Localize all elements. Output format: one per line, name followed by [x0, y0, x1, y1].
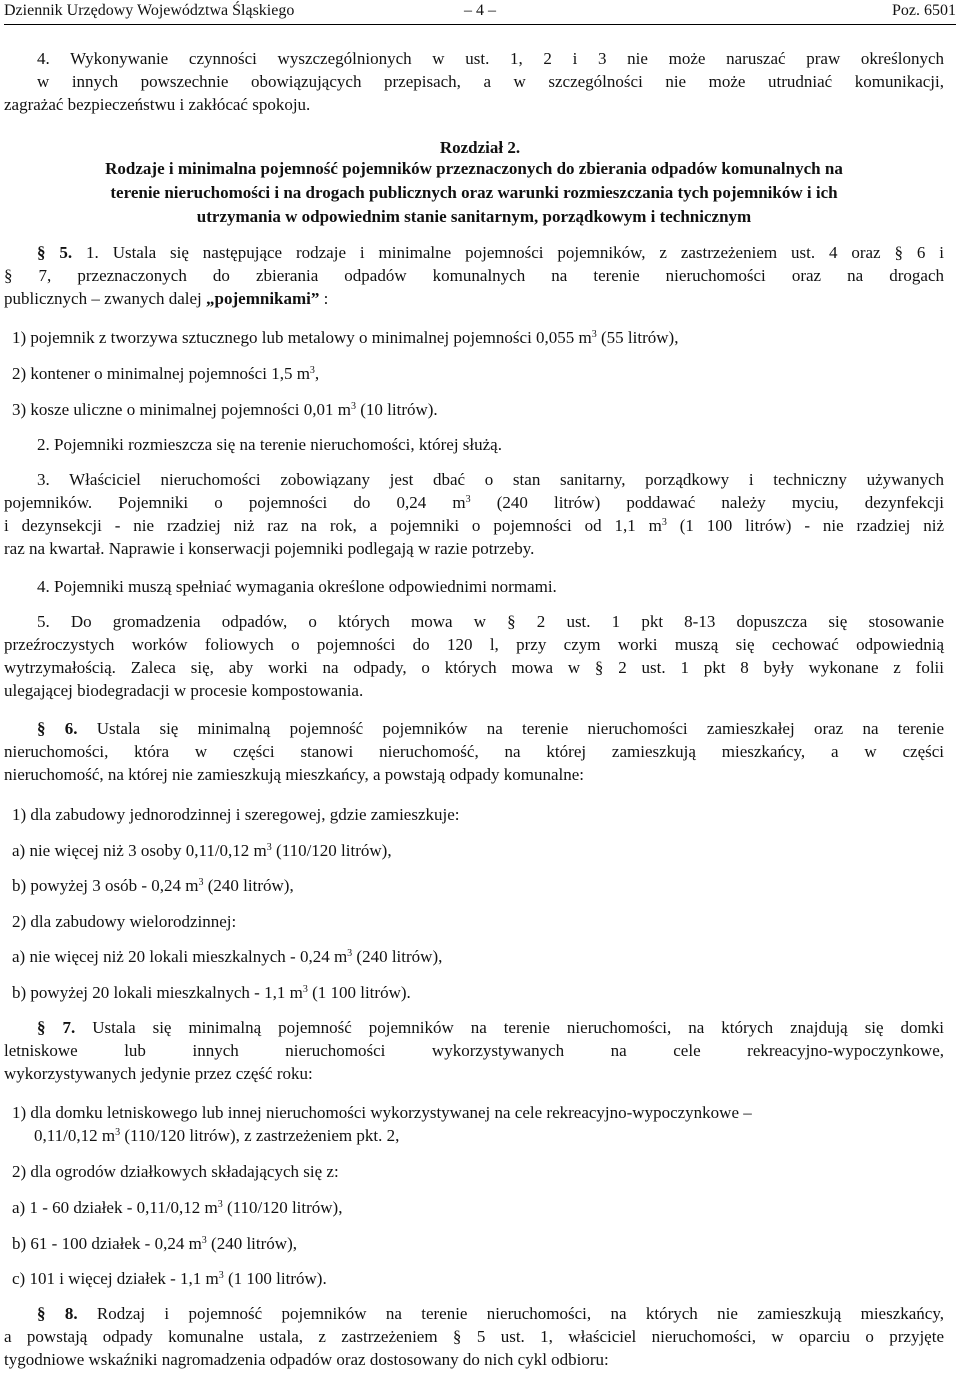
- page-header: [4, 2, 956, 25]
- list-item: b) 61 - 100 działek - 0,24 $m^3$ (240 litrów),: [12, 1234, 297, 1253]
- section-number: § 8.: [37, 1304, 78, 1323]
- paragraph-intro: 4. Wykonywanie czynności wyszczególnionych w ust. 1, 2 i 3 nie może naruszać praw określonych w innych powszechnie obowiązujących przepisach, a w szczególności nie może utrudniać komunikacji, zagrażać bezpieczeństwu i zakłócać spokoju.: [4, 49, 944, 114]
- page-number: – 4 –: [464, 2, 496, 19]
- section-number: § 6.: [37, 719, 78, 738]
- paragraph-s5-u4: 4. Pojemniki muszą spełniać wymagania określone odpowiednimi normami.: [37, 577, 557, 596]
- list-item: b) powyżej 3 osób - 0,24 $m^3$ (240 litrów),: [12, 876, 294, 895]
- list-item: b) powyżej 20 lokali mieszkalnych - 1,1 $m^3$ (1 100 litrów).: [12, 983, 411, 1002]
- chapter-label: Rozdział 2.: [439, 138, 521, 157]
- section-number: § 7.: [37, 1018, 76, 1037]
- list-item: 1) dla zabudowy jednorodzinnej i szeregowej, gdzie zamieszkuje:: [12, 805, 460, 824]
- paragraph-s5-u5: 5. Do gromadzenia odpadów, o których mowa w § 2 ust. 1 pkt 8-13 dopuszcza się stosowanie przeźroczystych worków foliowych o pojemności do 120 l, przy czym worki muszą się cechować odpowiednią wytrzymałością. Zaleca się, aby worki na odpady, o których mowa w § 2 ust. 1 pkt 8 były wykonane z folii ulegającej biodegradacji w procesie kompostowania.: [4, 612, 944, 700]
- list-item: 2) dla zabudowy wielorodzinnej:: [12, 912, 237, 931]
- journal-title: Dziennik Urzędowy Województwa Śląskiego: [4, 2, 295, 19]
- list-item: 1) dla domku letniskowego lub innej nieruchomości wykorzystywanej na cele rekreacyjno-wypoczynkowe – 0,11/0,12 $m^3$ (110/120 litrów), z zastrzeżeniem pkt. 2,: [12, 1103, 752, 1145]
- paragraph-s6: § 6. Ustala się minimalną pojemność pojemników na terenie nieruchomości zamieszkałej oraz na terenie nieruchomości, która w części stanowi nieruchomość, na której zamieszkują mieszkańcy, a w części nieruchomość, na której nie zamieszkują mieszkańcy, a powstają odpady komunalne:: [4, 719, 945, 784]
- list-item: a) 1 - 60 działek - 0,11/0,12 $m^3$ (110/120 litrów),: [12, 1198, 343, 1217]
- paragraph-s7: § 7. Ustala się minimalną pojemność pojemników na terenie nieruchomości, na których znajdują się domki letniskowe lub innych nieruchomości wykorzystywanych na cele rekreacyjno-wypoczynkowe, wykorzystywanych jedynie przez część roku:: [4, 1018, 944, 1083]
- paragraph-s8: § 8. Rodzaj i pojemność pojemników na terenie nieruchomości, na których nie zamieszkują mieszkańcy, a powstają odpady komunalne ustala, z zastrzeżeniem § 5 ust. 1, właściciel nieruchomości, w oparciu o przyjęte tygodniowe wskaźniki nagromadzenia odpadów oraz dostosowany do nich cykl odbioru:: [4, 1304, 944, 1369]
- list-item: a) nie więcej niż 20 lokali mieszkalnych - 0,24 $m^3$ (240 litrów),: [12, 947, 443, 966]
- list-item: c) 101 i więcej działek - 1,1 $m^3$ (1 100 litrów).: [12, 1269, 327, 1288]
- section-number: § 5.: [37, 243, 73, 262]
- chapter-title: Rodzaje i minimalna pojemność pojemników przeznaczonych do zbierania odpadów komunalnych na terenie nieruchomości i na drogach publicznych oraz warunki rozmieszczania tych pojemników i ich utrzymania w odpowiednim stanie sanitarnym, porządkowym i technicznym: [105, 159, 843, 226]
- list-item: a) nie więcej niż 3 osoby 0,11/0,12 $m^3$ (110/120 litrów),: [12, 841, 392, 860]
- list-item: 3) kosze uliczne o minimalnej pojemności 0,01 $m^3$ (10 litrów).: [12, 400, 438, 419]
- list-item: 1) pojemnik z tworzywa sztucznego lub metalowy o minimalnej pojemności 0,055 $m^3$ (55 litrów),: [12, 328, 679, 347]
- paragraph-s5-u1: § 5. 1. Ustala się następujące rodzaje i minimalne pojemności pojemników, z zastrzeżeniem ust. 4 oraz § 6 i § 7, przeznaczonych do zbierania odpadów komunalnych na terenie nieruchomości oraz na drogach publicznych – zwanych dalej „pojemnikami” :: [4, 243, 945, 308]
- paragraph-s5-u3: 3. Właściciel nieruchomości zobowiązany jest dbać o stan sanitarny, porządkowy i techniczny używanych pojemników. Pojemniki o pojemności do 0,24 $m^3$ (240 litrów) poddawać należy myciu, dezynfekcji i dezynsekcji - nie rzadziej niż raz na rok, a pojemniki o pojemności od 1,1 $m^3$ (1 100 litrów) - nie rzadziej niż raz na kwartał. Naprawie i konserwacji pojemniki podlegają w razie potrzeby.: [4, 470, 944, 558]
- list-item: 2) dla ogrodów działkowych składających się z:: [12, 1162, 339, 1181]
- position-number: Poz. 6501: [892, 2, 956, 19]
- list-item: 2) kontener o minimalnej pojemności 1,5 $m^3$,: [12, 364, 320, 383]
- paragraph-s5-u2: 2. Pojemniki rozmieszcza się na terenie nieruchomości, której służą.: [37, 435, 502, 454]
